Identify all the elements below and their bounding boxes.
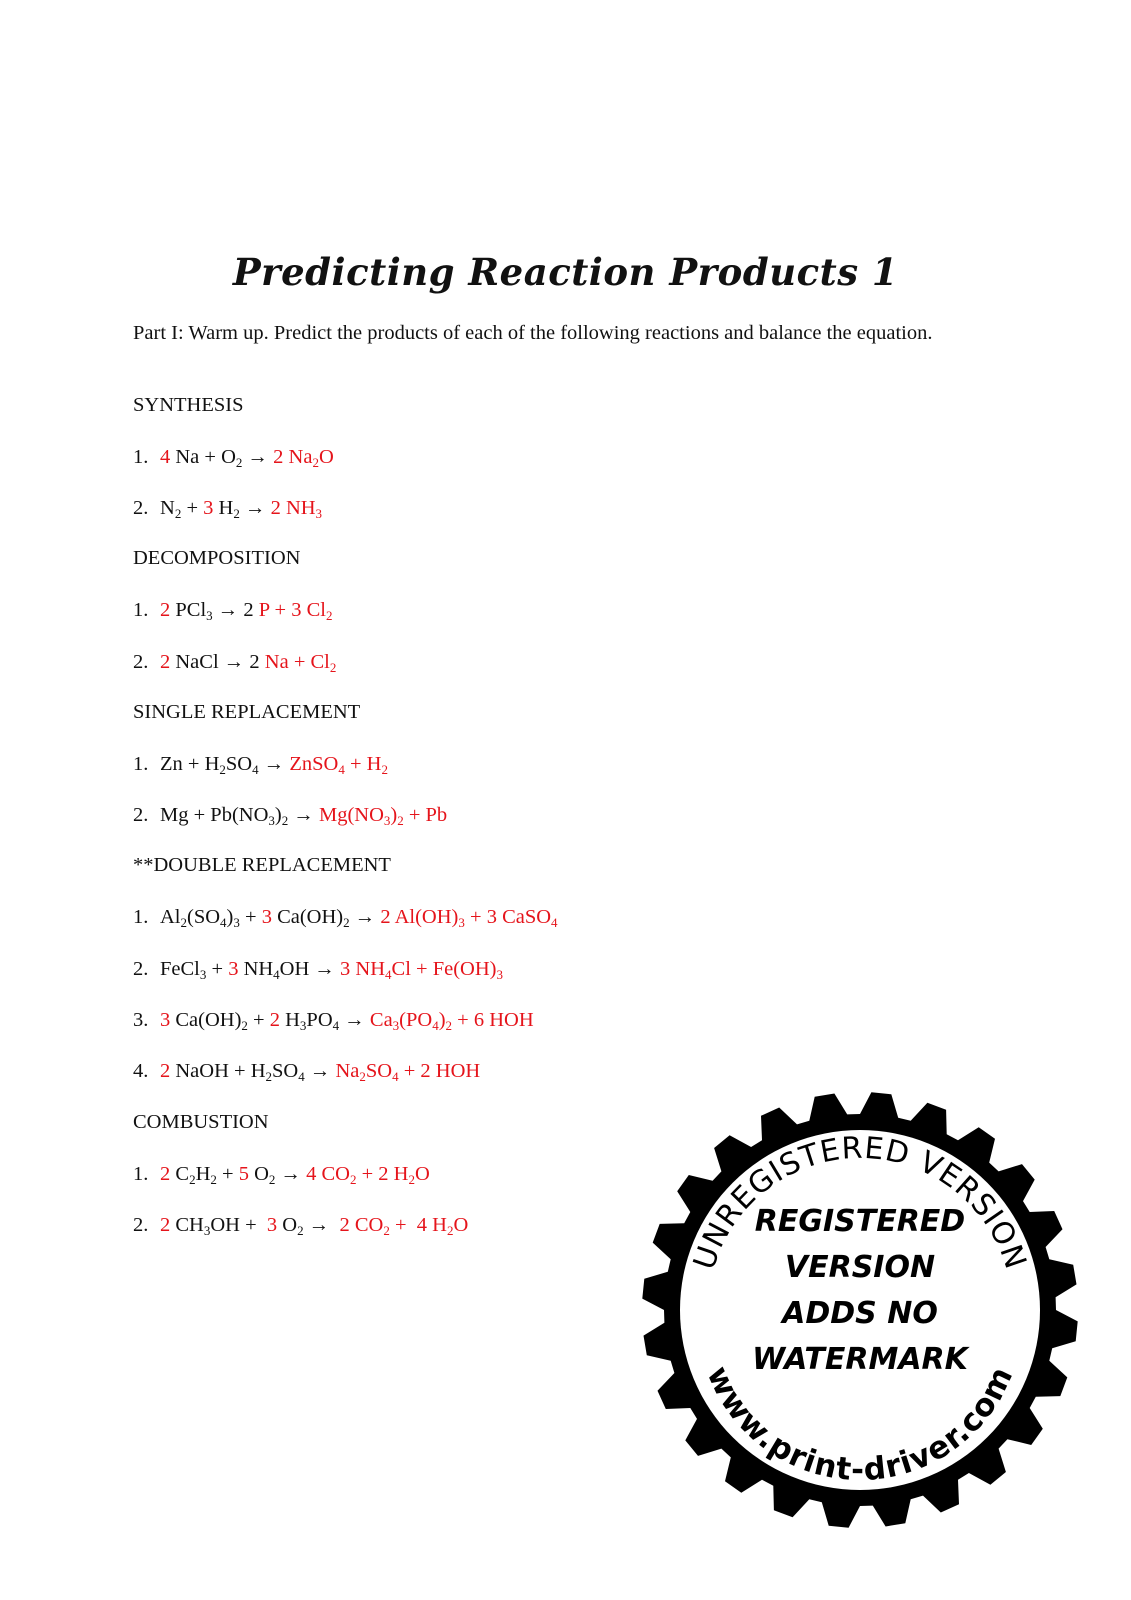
- stamp-ring-text: UNREGISTERED VERSION: [686, 1130, 1034, 1275]
- stamp-line-2: VERSION: [784, 1250, 936, 1285]
- single-replacement-equation-1: 1. $Zn + H_2SO_4$ → ZnSO$_4$ + $H_2$: [133, 753, 388, 777]
- decomposition-equation-2: 2. 2 NaCl → 2 $Na + Cl_2$: [133, 651, 337, 675]
- section-heading-combustion: COMBUSTION: [133, 1111, 269, 1133]
- instructions: Part I: Warm up. Predict the products of each of the following reactions and balance the equation.: [133, 322, 933, 344]
- combustion-equation-2: 2. 2 $CH_3OH + 3$ $O_2 \to 2$ $CO_2 + 4$ $H_2O$: [133, 1214, 469, 1238]
- stamp-line-3: ADDS NO: [782, 1296, 938, 1331]
- double-replacement-equation-4: 4. 2 NaOH + $H_2SO_4 \to Na_2SO_4 + 2$ HOH: [133, 1060, 481, 1084]
- double-replacement-equation-3: 3. 3 $Ca(OH)_2 + 2$ $H_3PO_4 \to Ca_3(PO_4)_2 + 6$ HOH: [133, 1009, 534, 1033]
- synthesis-equation-2: 2. $N_2 + 3$ $H_2 \to 2$ $NH_3$: [133, 497, 323, 521]
- section-heading-single-replacement: SINGLE REPLACEMENT: [133, 701, 361, 723]
- double-replacement-equation-2: 2. FeCl$_3$ + 3 $NH_4OH \to 3$ $NH_4Cl + Fe(OH)_3$: [133, 958, 503, 982]
- watermark-stamp: [640, 1090, 1080, 1530]
- single-replacement-equation-2: 2. $Mg + Pb(NO_3)_2 \to Mg(NO_3)_2 + Pb$: [133, 804, 448, 828]
- section-heading-double-replacement: **DOUBLE REPLACEMENT: [133, 854, 391, 876]
- combustion-equation-1: 1. 2 $C_2H_2 + 5$ $O_2 \to 4$ $CO_2 + 2$ $H_2O$: [133, 1163, 430, 1187]
- page-title: Predicting Reaction Products 1: [232, 250, 899, 294]
- double-replacement-equation-1: 1. $Al_2(SO_4)_3 + 3$ $Ca(OH)_2 \to 2$ $Al(OH)_3 + 3$ CaSO$_4$: [133, 906, 558, 930]
- stamp-line-1: REGISTERED: [754, 1204, 966, 1239]
- stamp-url: www.print-driver.com: [699, 1360, 1021, 1489]
- synthesis-equation-1: 1. 4 $Na + O_2 \to 2$ $Na_2O$: [133, 446, 334, 470]
- section-heading-synthesis: SYNTHESIS: [133, 394, 244, 416]
- stamp-line-4: WATERMARK: [752, 1342, 968, 1377]
- decomposition-equation-1: 1. 2 PCl$_3$ → 2 P + 3 $Cl_2$: [133, 599, 333, 623]
- section-heading-decomposition: DECOMPOSITION: [133, 547, 301, 569]
